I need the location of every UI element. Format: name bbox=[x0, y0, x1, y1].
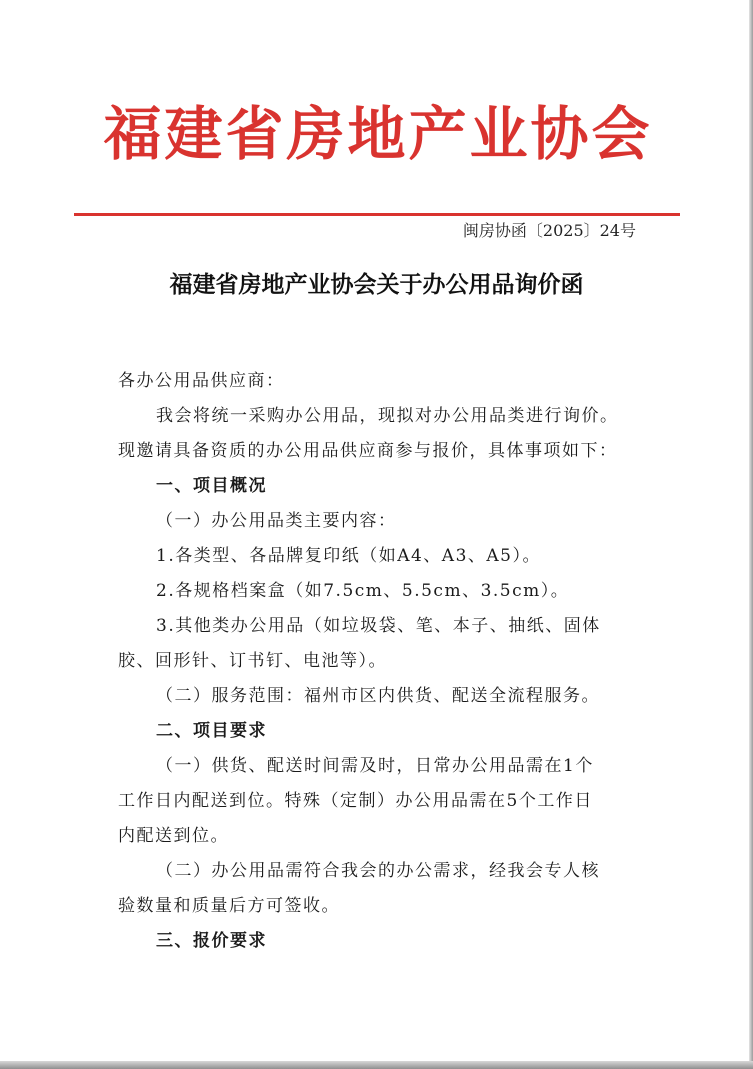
letterhead-title: 福建省房地产业协会 bbox=[103, 100, 653, 168]
salutation: 各办公用品供应商： bbox=[118, 371, 285, 391]
subsection-service-scope: （二）服务范围：福州市区内供货、配送全流程服务。 bbox=[156, 686, 600, 706]
requirement-delivery-line-1: （一）供货、配送时间需及时，日常办公用品需在1个 bbox=[156, 756, 594, 776]
requirement-delivery-line-3: 内配送到位。 bbox=[118, 826, 229, 846]
section-heading-requirements: 二、项目要求 bbox=[156, 721, 267, 741]
requirement-delivery-line-2: 工作日内配送到位。特殊（定制）办公用品需在5个工作日 bbox=[118, 791, 593, 811]
letterhead-red-rule bbox=[74, 213, 680, 216]
section-heading-quotation: 三、报价要求 bbox=[156, 931, 267, 951]
document-number: 闽房协函〔2025〕24号 bbox=[462, 221, 636, 240]
requirement-acceptance-line-1: （二）办公用品需符合我会的办公需求，经我会专人核 bbox=[156, 861, 600, 881]
scan-edge-right bbox=[749, 0, 753, 1069]
list-item-file-boxes: 2.各规格档案盒（如7.5cm、5.5cm、3.5cm）。 bbox=[156, 581, 570, 601]
scan-edge-bottom bbox=[0, 1061, 753, 1069]
section-heading-overview: 一、项目概况 bbox=[156, 476, 267, 496]
intro-paragraph-line-2: 现邀请具备资质的办公用品供应商参与报价，具体事项如下： bbox=[118, 441, 618, 461]
list-item-other-supplies-line-1: 3.其他类办公用品（如垃圾袋、笔、本子、抽纸、固体 bbox=[156, 616, 601, 636]
requirement-acceptance-line-2: 验数量和质量后方可签收。 bbox=[118, 896, 340, 916]
list-item-other-supplies-line-2: 胶、回形针、订书钉、电池等）。 bbox=[118, 651, 387, 671]
document-title: 福建省房地产业协会关于办公用品询价函 bbox=[169, 271, 584, 298]
subsection-contents: （一）办公用品类主要内容： bbox=[156, 511, 397, 531]
list-item-copy-paper: 1.各类型、各品牌复印纸（如A4、A3、A5）。 bbox=[156, 546, 541, 566]
document-body bbox=[118, 364, 640, 959]
intro-paragraph-line-1: 我会将统一采购办公用品，现拟对办公用品类进行询价。 bbox=[156, 406, 619, 426]
